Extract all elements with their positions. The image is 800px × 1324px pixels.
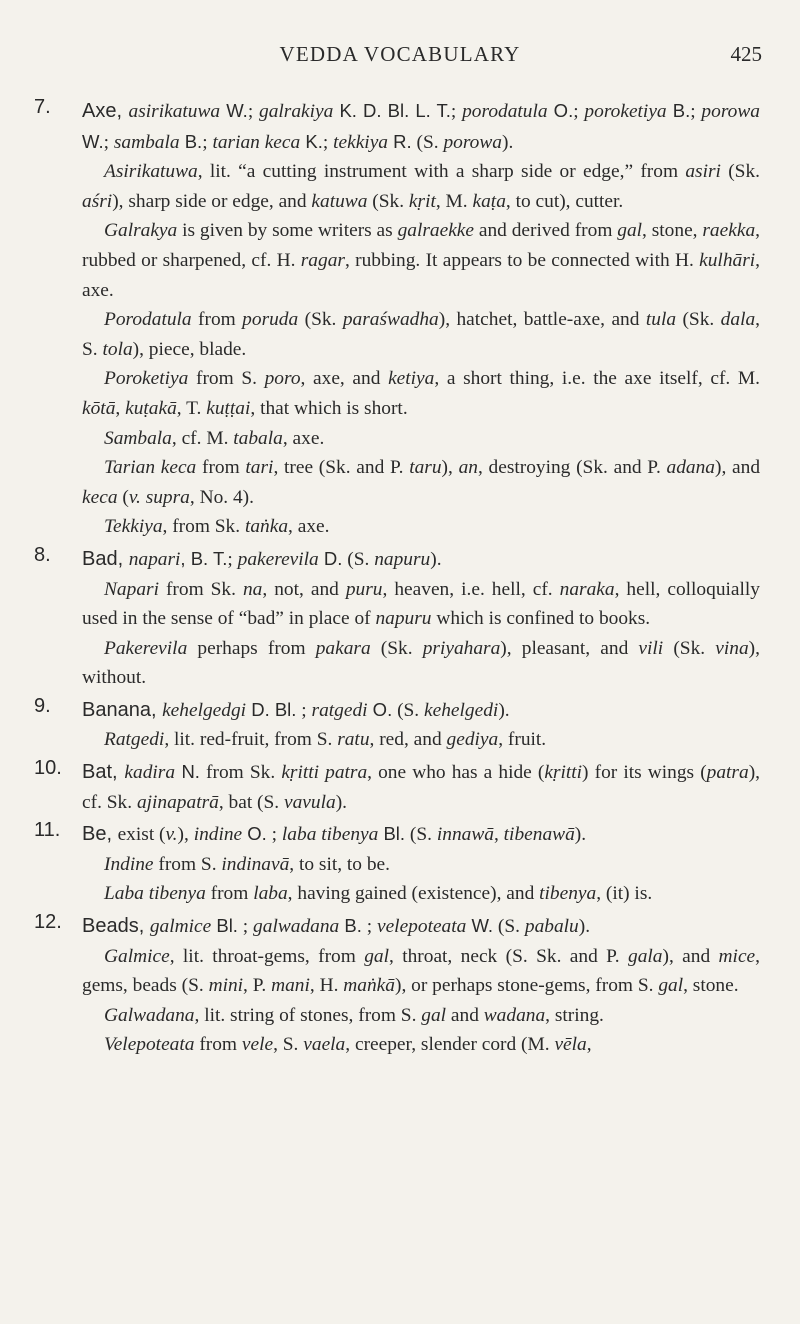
source-abbrev: K. xyxy=(300,130,323,152)
text-run: (S. xyxy=(411,131,444,153)
text-run: , P. xyxy=(243,975,272,997)
text-run: ; xyxy=(296,699,312,721)
vocab-entry xyxy=(0,757,800,817)
vocab-entry xyxy=(0,544,800,693)
italic-term: Galrakya xyxy=(104,220,178,242)
text-run: , cf. M. xyxy=(171,427,234,449)
italic-term: asiri xyxy=(685,161,721,183)
italic-term: Poroketiya xyxy=(104,368,189,390)
entry-number: 8. xyxy=(34,543,51,566)
text-run: , not, and xyxy=(262,578,346,600)
text-run: , one who has a hide ( xyxy=(367,762,545,784)
text-run: ). xyxy=(574,824,587,846)
text-run: , that which is short. xyxy=(250,397,408,419)
italic-term: puru xyxy=(345,578,383,600)
text-run: , M. xyxy=(435,190,473,212)
italic-term: ratu xyxy=(337,729,370,751)
text-run: from xyxy=(205,883,254,905)
italic-term: mani xyxy=(271,975,310,997)
text-run: is given by some writers as xyxy=(177,220,398,242)
entry-number: 10. xyxy=(34,757,62,780)
italic-term: na xyxy=(242,578,263,600)
italic-term: poroketiya xyxy=(584,101,667,122)
italic-term: galmice xyxy=(149,916,212,938)
italic-term: raekka xyxy=(702,220,756,242)
text-run: which is confined to books. xyxy=(431,608,651,630)
source-abbrev: D. Bl. xyxy=(246,698,297,720)
text-run: (Sk. xyxy=(663,637,716,659)
headword: Banana, xyxy=(82,698,163,721)
italic-term: ratgedi xyxy=(311,699,368,721)
source-abbrev: O. xyxy=(547,100,574,121)
italic-term: aśri xyxy=(82,190,113,212)
text-run: (Sk. xyxy=(370,637,423,659)
vocab-entry xyxy=(0,819,800,909)
source-abbrev: W. xyxy=(466,915,494,937)
text-run: , to sit, to be. xyxy=(289,853,391,875)
italic-term: asirikatuwa xyxy=(128,101,221,122)
text-run: ), piece, blade. xyxy=(132,338,247,360)
page-number: 425 xyxy=(730,42,762,66)
italic-term: napuru xyxy=(375,608,432,630)
text-run: ; xyxy=(247,101,260,122)
entry-paragraph xyxy=(82,157,760,216)
italic-term: tola xyxy=(102,338,133,360)
text-run: , throat, neck (S. Sk. and P. xyxy=(388,945,629,967)
italic-term: gal xyxy=(364,945,389,967)
entry-paragraph xyxy=(82,879,760,909)
entry-heading-line xyxy=(82,819,760,850)
text-run: (S. xyxy=(405,824,437,846)
italic-term: kehelgedi xyxy=(424,699,499,721)
text-run: , tree (Sk. and P. xyxy=(273,457,410,479)
text-run: ), xyxy=(441,457,459,479)
headword: Axe, xyxy=(82,100,129,122)
text-run: from S. xyxy=(153,853,222,875)
entry-paragraph xyxy=(82,216,760,305)
text-run: , fruit. xyxy=(498,729,547,751)
text-run: , destroying (Sk. and P. xyxy=(477,457,667,479)
text-run: from S. xyxy=(188,368,265,390)
text-run: , T. xyxy=(176,397,207,419)
headword: Beads, xyxy=(82,915,150,938)
italic-term: Tekkiya xyxy=(104,516,163,538)
italic-term: sambala xyxy=(113,131,180,153)
italic-term: naraka xyxy=(559,578,615,600)
italic-term: kuṭṭai xyxy=(206,397,251,419)
text-run: , gems, beads (S. xyxy=(82,945,761,997)
text-run: , stone, xyxy=(642,220,703,242)
italic-term: porowa xyxy=(443,131,502,153)
source-abbrev: , B. T. xyxy=(180,547,228,569)
italic-term: adana xyxy=(666,457,715,479)
entry-heading-line xyxy=(82,544,760,575)
entry-heading-line xyxy=(82,757,760,817)
source-abbrev: Bl. xyxy=(211,915,238,937)
italic-term: vili xyxy=(638,637,664,659)
text-run: , red, and xyxy=(369,729,447,751)
text-run: ; xyxy=(361,916,377,938)
source-abbrev: W. xyxy=(82,130,104,152)
text-run: ; xyxy=(202,131,213,153)
italic-term: Indine xyxy=(104,853,154,875)
text-run: ). xyxy=(501,131,514,153)
text-run: , S. xyxy=(273,1034,304,1056)
italic-term: vavula xyxy=(284,791,336,813)
italic-term: innawā xyxy=(436,824,494,846)
headword: Bad, xyxy=(82,547,129,570)
text-run: ), xyxy=(177,824,194,846)
text-run: , S. xyxy=(82,309,761,360)
text-run: , xyxy=(586,1034,592,1056)
text-run: , axe, and xyxy=(300,368,389,390)
italic-term: velepoteata xyxy=(376,916,467,938)
italic-term: kṛitti xyxy=(544,762,583,784)
text-run: ), or perhaps stone-gems, from S. xyxy=(394,975,659,997)
italic-term: porowa xyxy=(701,101,760,122)
text-run: (S. xyxy=(342,548,375,570)
source-abbrev: B. xyxy=(179,130,203,152)
text-run: from Sk. xyxy=(199,762,282,784)
source-abbrev: B. xyxy=(666,100,691,121)
italic-term: Sambala xyxy=(104,427,172,449)
text-run: ), and xyxy=(662,945,719,967)
italic-term: pabalu xyxy=(524,916,579,938)
italic-term: kulhāri xyxy=(699,249,756,271)
italic-term: vele xyxy=(241,1034,274,1056)
entry-paragraph xyxy=(82,1030,760,1060)
italic-term: napari xyxy=(128,548,181,570)
italic-term: mini xyxy=(208,975,244,997)
text-run: , hell, colloquially used in the sense of “bad” in place of xyxy=(82,578,760,630)
running-head xyxy=(0,42,800,72)
entry-heading-line xyxy=(82,96,760,157)
text-run: ). xyxy=(578,916,591,938)
italic-term: vina xyxy=(715,637,749,659)
italic-term: v. supra xyxy=(128,486,190,508)
italic-term: vaela xyxy=(303,1034,346,1056)
source-abbrev: K. D. Bl. L. T. xyxy=(333,100,451,121)
text-run: from xyxy=(196,457,246,479)
italic-term: Ratgedi xyxy=(104,729,165,751)
italic-term: Laba tibenya xyxy=(104,883,206,905)
text-run: ), cf. Sk. xyxy=(82,762,760,813)
text-run: , bat (S. xyxy=(218,791,284,813)
italic-term: indinavā xyxy=(221,853,290,875)
text-run: , lit. string of stones, from S. xyxy=(194,1004,422,1026)
text-run: ) for its wings ( xyxy=(582,762,707,784)
italic-term: dala xyxy=(720,309,756,331)
text-run: ; xyxy=(103,131,114,153)
text-run: ). xyxy=(498,699,510,721)
text-run: , lit. red-fruit, from S. xyxy=(164,729,338,751)
italic-term: galraekke xyxy=(397,220,475,242)
italic-term: keca xyxy=(82,486,118,508)
text-run: , axe. xyxy=(282,427,325,449)
italic-term: gal xyxy=(658,975,684,997)
text-run: , heaven, i.e. hell, cf. xyxy=(382,578,560,600)
italic-term: tibenya xyxy=(539,883,597,905)
italic-term: napuru xyxy=(374,548,431,570)
italic-term: ragar xyxy=(300,249,345,271)
entry-paragraph xyxy=(82,364,760,423)
vocab-entry xyxy=(0,695,800,755)
italic-term: Pakerevila xyxy=(104,637,188,659)
italic-term: kadira xyxy=(124,762,176,784)
italic-term: wadana xyxy=(483,1004,546,1026)
italic-term: poro xyxy=(264,368,301,390)
italic-term: patra xyxy=(706,762,749,784)
entry-heading-line xyxy=(82,695,760,726)
italic-term: Velepoteata xyxy=(104,1034,195,1056)
text-run: (S. xyxy=(392,699,425,721)
entry-paragraph xyxy=(82,942,760,1001)
italic-term: tekkiya xyxy=(333,131,388,153)
italic-term: kaṭa xyxy=(472,190,506,212)
italic-term: taṅka xyxy=(244,516,289,538)
text-run: , H. xyxy=(309,975,344,997)
italic-term: Tarian keca xyxy=(104,457,197,479)
italic-term: gala xyxy=(628,945,663,967)
italic-term: kehelgedgi xyxy=(162,699,247,721)
text-run: ; xyxy=(450,101,463,122)
text-run: , stone. xyxy=(683,975,739,997)
source-abbrev: O. xyxy=(367,698,393,720)
text-run: , lit. “a cutting instrument with a sharp side or edge,” from xyxy=(197,161,686,183)
text-run: and derived from xyxy=(474,220,618,242)
italic-term: taru xyxy=(409,457,442,479)
text-run: and xyxy=(446,1004,484,1026)
text-run: from xyxy=(194,1034,242,1056)
text-run: , to cut), cutter. xyxy=(505,190,624,212)
entry-paragraph xyxy=(82,725,760,755)
italic-term: an xyxy=(458,457,478,479)
text-run: from xyxy=(191,309,243,331)
italic-term: katuwa xyxy=(311,190,368,212)
text-run: , having gained (existence), and xyxy=(287,883,540,905)
italic-term: poruda xyxy=(242,309,299,331)
italic-term: Galmice xyxy=(104,945,170,967)
italic-term: ketiya xyxy=(388,368,435,390)
text-run: ; xyxy=(322,131,334,153)
italic-term: Porodatula xyxy=(104,309,192,331)
text-run: perhaps from xyxy=(187,637,316,659)
text-run: ; xyxy=(690,101,702,122)
entry-number: 11. xyxy=(34,819,61,842)
italic-term: tibenawā xyxy=(503,824,575,846)
text-run: (S. xyxy=(493,916,525,938)
italic-term: tabala xyxy=(233,427,283,449)
italic-term: maṅkā xyxy=(343,975,395,997)
italic-term: paraśwadha xyxy=(342,309,439,331)
text-run: (Sk. xyxy=(298,309,343,331)
italic-term: gediya xyxy=(446,729,499,751)
entry-paragraph xyxy=(82,453,760,512)
entry-paragraph xyxy=(82,512,760,542)
text-run: , xyxy=(493,824,504,846)
text-run: exist ( xyxy=(117,824,166,846)
headword: Bat, xyxy=(82,761,125,784)
italic-term: vēla xyxy=(554,1034,587,1056)
text-run: ; xyxy=(573,101,585,122)
italic-term: Asirikatuwa xyxy=(104,161,198,183)
text-run: from Sk. xyxy=(158,578,243,600)
text-run: ; xyxy=(227,548,238,570)
page-title: VEDDA VOCABULARY xyxy=(279,42,521,66)
italic-term: pakerevila xyxy=(237,548,319,570)
italic-term: gal xyxy=(617,220,643,242)
italic-term: porodatula xyxy=(462,101,548,122)
text-run: , rubbing. It appears to be connected with H. xyxy=(344,249,700,271)
entry-paragraph xyxy=(82,850,760,880)
source-abbrev: W. xyxy=(220,100,248,121)
text-run: ; xyxy=(237,916,254,938)
italic-term: galrakiya xyxy=(259,101,334,122)
source-abbrev: N. xyxy=(175,761,200,783)
text-run: , No. 4). xyxy=(189,486,254,508)
text-run: (Sk. xyxy=(720,161,760,183)
italic-term: tula xyxy=(645,309,677,331)
entry-number: 7. xyxy=(34,96,51,118)
text-run: ), sharp side or edge, and xyxy=(112,190,312,212)
italic-term: gal xyxy=(421,1004,447,1026)
text-run: , lit. throat-gems, from xyxy=(169,945,365,967)
italic-term: v. xyxy=(165,824,178,846)
source-abbrev: Bl. xyxy=(378,823,406,845)
text-run: ), without. xyxy=(82,637,760,689)
text-run: , from Sk. xyxy=(162,516,245,538)
vocab-entry xyxy=(0,911,800,1060)
italic-term: priyahara xyxy=(422,637,501,659)
text-run: ; xyxy=(266,824,282,846)
text-run: , creeper, slender cord (M. xyxy=(345,1034,555,1056)
italic-term: laba tibenya xyxy=(281,824,379,846)
italic-term: pakara xyxy=(315,637,371,659)
entry-paragraph xyxy=(82,634,760,693)
italic-term: galwadana xyxy=(253,916,340,938)
italic-term: mice xyxy=(718,945,756,967)
italic-term: indine xyxy=(193,824,243,846)
source-abbrev: O. xyxy=(242,823,267,845)
text-run: ), hatchet, battle-axe, and xyxy=(438,309,646,331)
entry-number: 9. xyxy=(34,694,51,717)
italic-term: kōtā xyxy=(82,397,116,419)
entry-paragraph xyxy=(82,305,760,364)
entry-paragraph xyxy=(82,1001,760,1031)
entry-heading-line xyxy=(82,911,760,942)
italic-term: laba xyxy=(253,883,288,905)
vocab-entry xyxy=(0,96,800,542)
italic-term: Napari xyxy=(104,578,159,600)
text-run: , a short thing, i.e. the axe itself, cf. M. xyxy=(434,368,760,390)
italic-term: kṛit xyxy=(408,190,436,212)
source-abbrev: R. xyxy=(388,130,412,152)
text-run: , rubbed or sharpened, cf. H. xyxy=(82,220,761,271)
source-abbrev: D. xyxy=(318,547,343,569)
entry-paragraph xyxy=(82,575,760,634)
italic-term: kṛitti patra xyxy=(281,762,368,784)
text-run: ), and xyxy=(715,457,761,479)
text-run: ( xyxy=(117,486,129,508)
italic-term: tarian keca xyxy=(212,131,301,153)
text-run: (Sk. xyxy=(676,309,721,331)
headword: Be, xyxy=(82,823,118,846)
text-run: ). xyxy=(430,548,442,570)
text-run: , axe. xyxy=(82,249,760,301)
entry-number: 12. xyxy=(34,911,62,934)
text-run: ), pleasant, and xyxy=(500,637,639,659)
vocabulary-entries xyxy=(0,96,800,1062)
text-run: , string. xyxy=(545,1004,604,1026)
text-run: (Sk. xyxy=(367,190,409,212)
italic-term: ajinapatrā xyxy=(136,791,219,813)
text-run: , xyxy=(115,397,126,419)
entry-paragraph xyxy=(82,424,760,454)
italic-term: kuṭakā xyxy=(125,397,177,419)
text-run: ). xyxy=(335,791,347,813)
italic-term: tari xyxy=(245,457,274,479)
italic-term: Galwadana xyxy=(104,1004,195,1026)
source-abbrev: B. xyxy=(339,915,362,937)
text-run: , (it) is. xyxy=(596,883,653,905)
text-run: , axe. xyxy=(288,516,330,538)
